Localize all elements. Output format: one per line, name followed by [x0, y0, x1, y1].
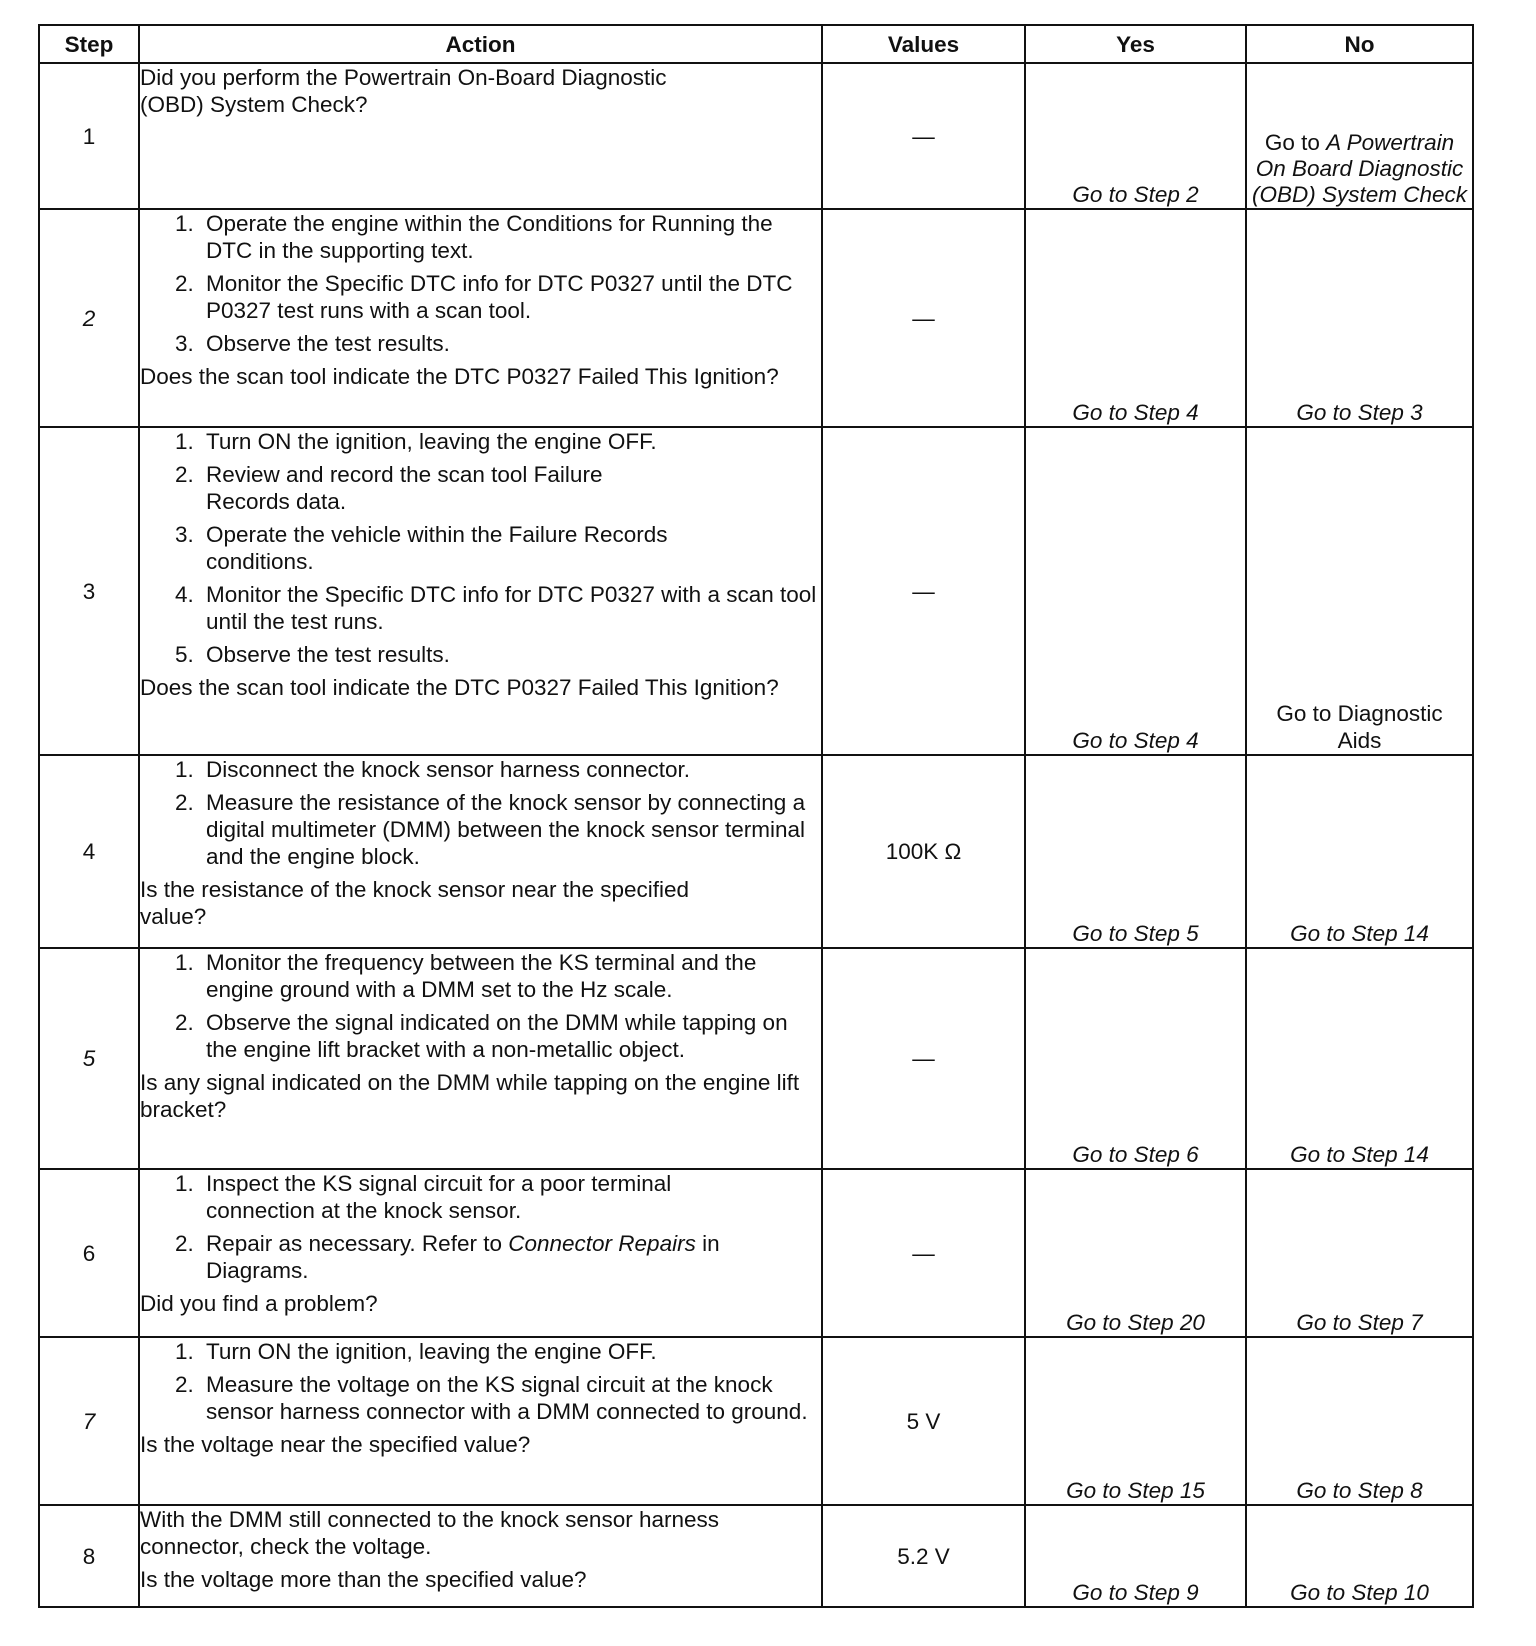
action-question: Does the scan tool indicate the DTC P0327 Failed This Ignition? [140, 364, 779, 389]
yes-cell: Go to Step 4 [1025, 209, 1246, 427]
action-list [140, 428, 821, 668]
value-cell: — [822, 63, 1025, 209]
action-question: Is the resistance of the knock sensor near the specified value? [140, 877, 690, 929]
header-row [39, 25, 1473, 63]
no-cell: Go to Diagnostic Aids [1246, 427, 1473, 755]
list-item: 1. Disconnect the knock sensor harness connector. [200, 756, 821, 783]
action-list [140, 1338, 821, 1425]
table-row [39, 427, 1473, 755]
list-item: 2. Review and record the scan tool Failure Records data. [200, 461, 821, 515]
table-row [39, 209, 1473, 427]
yes-cell: Go to Step 9 [1025, 1505, 1246, 1607]
list-item: 2. Monitor the Specific DTC info for DTC P0327 until the DTC P0327 test runs with a scan tool. [200, 270, 821, 324]
action-list [140, 1170, 821, 1284]
action-text: With the DMM still connected to the knock sensor harness connector, check the voltage. [140, 1507, 720, 1559]
yes-cell: Go to Step 4 [1025, 427, 1246, 755]
list-item: 1. Turn ON the ignition, leaving the engine OFF. [200, 1338, 821, 1365]
value-cell: — [822, 427, 1025, 755]
list-item: 5. Observe the test results. [200, 641, 821, 668]
action-cell [139, 63, 822, 209]
list-item: 3. Operate the vehicle within the Failure Records conditions. [200, 521, 821, 575]
action-list [140, 756, 821, 870]
step-number: 4 [39, 755, 139, 948]
list-item: 2. Measure the voltage on the KS signal circuit at the knock sensor harness connector with a DMM connected to ground. [200, 1371, 821, 1425]
no-cell: Go to Step 8 [1246, 1337, 1473, 1505]
list-item: 2. Observe the signal indicated on the DMM while tapping on the engine lift bracket with a non-metallic object. [200, 1009, 821, 1063]
step-number: 3 [39, 427, 139, 755]
action-cell [139, 427, 822, 755]
value-cell: 5.2 V [822, 1505, 1025, 1607]
no-cell [1246, 63, 1473, 209]
action-cell [139, 1169, 822, 1337]
step-number: 5 [39, 948, 139, 1169]
action-question: Does the scan tool indicate the DTC P0327 Failed This Ignition? [140, 675, 779, 700]
header-action: Action [139, 25, 822, 63]
list-item: 1. Turn ON the ignition, leaving the engine OFF. [200, 428, 821, 455]
value-cell: 100K Ω [822, 755, 1025, 948]
table-row [39, 1169, 1473, 1337]
list-item-text: Repair as necessary. Refer to [206, 1231, 502, 1256]
action-question: Is the voltage near the specified value? [140, 1432, 531, 1457]
no-link: A Powertrain On Board Diagnostic (OBD) System Check [1251, 130, 1468, 207]
header-no: No [1246, 25, 1473, 63]
list-item-text: in Diagrams. [206, 1231, 720, 1283]
no-cell: Go to Step 7 [1246, 1169, 1473, 1337]
yes-cell: Go to Step 2 [1025, 63, 1246, 209]
list-item: 4. Monitor the Specific DTC info for DTC P0327 with a scan tool until the test runs. [200, 581, 821, 635]
list-item: 1. Monitor the frequency between the KS terminal and the engine ground with a DMM set to the Hz scale. [200, 949, 821, 1003]
value-cell: — [822, 1169, 1025, 1337]
table-row [39, 755, 1473, 948]
action-cell [139, 1337, 822, 1505]
no-cell: Go to Step 14 [1246, 755, 1473, 948]
no-cell: Go to Step 10 [1246, 1505, 1473, 1607]
table-row [39, 1505, 1473, 1607]
value-cell: — [822, 209, 1025, 427]
action-cell [139, 1505, 822, 1607]
action-list [140, 210, 821, 357]
header-yes: Yes [1025, 25, 1246, 63]
action-cell [139, 948, 822, 1169]
list-item: 1. Operate the engine within the Conditions for Running the DTC in the supporting text. [200, 210, 821, 264]
step-number: 2 [39, 209, 139, 427]
action-question: Did you find a problem? [140, 1291, 378, 1316]
cross-reference: Connector Repairs [508, 1231, 696, 1256]
yes-cell: Go to Step 20 [1025, 1169, 1246, 1337]
yes-cell: Go to Step 6 [1025, 948, 1246, 1169]
action-cell [139, 209, 822, 427]
list-item: 3. Observe the test results. [200, 330, 821, 357]
value-cell: — [822, 948, 1025, 1169]
step-number: 7 [39, 1337, 139, 1505]
yes-cell: Go to Step 5 [1025, 755, 1246, 948]
step-number: 1 [39, 63, 139, 209]
action-cell [139, 755, 822, 948]
header-values: Values [822, 25, 1025, 63]
table-row [39, 63, 1473, 209]
no-prefix: Go to [1264, 130, 1320, 155]
list-item [200, 1230, 821, 1284]
action-text: Did you perform the Powertrain On-Board Diagnostic (OBD) System Check? [140, 65, 667, 117]
yes-cell: Go to Step 15 [1025, 1337, 1246, 1505]
diagnostic-table [38, 24, 1474, 1608]
no-cell: Go to Step 14 [1246, 948, 1473, 1169]
list-item: 1. Inspect the KS signal circuit for a poor terminal connection at the knock sensor. [200, 1170, 821, 1224]
action-question: Is any signal indicated on the DMM while tapping on the engine lift bracket? [140, 1070, 800, 1122]
header-step: Step [39, 25, 139, 63]
table-row [39, 948, 1473, 1169]
list-item: 2. Measure the resistance of the knock sensor by connecting a digital multimeter (DMM) between the knock sensor terminal and the engine block. [200, 789, 821, 870]
value-cell: 5 V [822, 1337, 1025, 1505]
no-cell: Go to Step 3 [1246, 209, 1473, 427]
action-question: Is the voltage more than the specified value? [140, 1567, 587, 1592]
action-list [140, 949, 821, 1063]
table-row [39, 1337, 1473, 1505]
step-number: 6 [39, 1169, 139, 1337]
step-number: 8 [39, 1505, 139, 1607]
